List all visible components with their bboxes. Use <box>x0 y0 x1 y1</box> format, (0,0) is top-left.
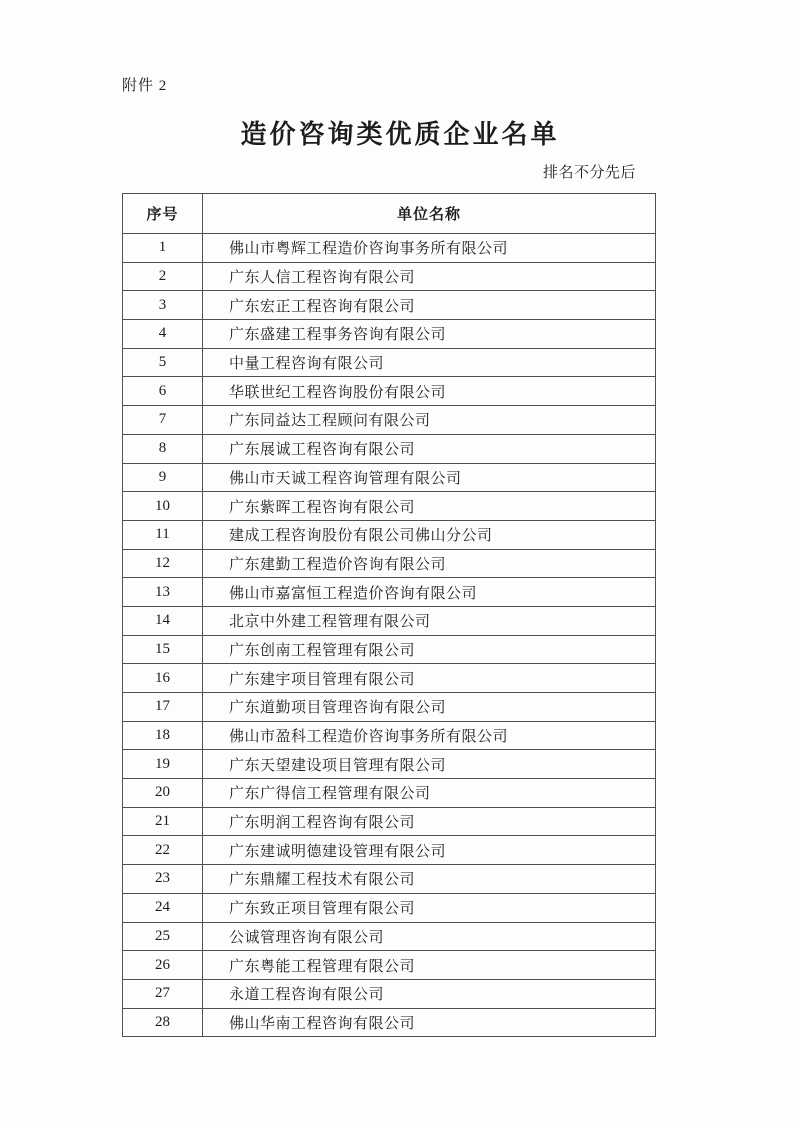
table-row <box>123 291 656 320</box>
row-number: 8 <box>123 434 203 463</box>
company-name: 广东建诚明德建设管理有限公司 <box>203 836 656 865</box>
row-number: 19 <box>123 750 203 779</box>
table-row <box>123 951 656 980</box>
company-name: 广东宏正工程咨询有限公司 <box>203 291 656 320</box>
table-row <box>123 979 656 1008</box>
company-name: 广东建宇项目管理有限公司 <box>203 664 656 693</box>
row-number: 18 <box>123 721 203 750</box>
row-number: 13 <box>123 578 203 607</box>
row-number: 9 <box>123 463 203 492</box>
table-row <box>123 893 656 922</box>
company-name: 广东致正项目管理有限公司 <box>203 893 656 922</box>
row-number: 3 <box>123 291 203 320</box>
company-name: 公诚管理咨询有限公司 <box>203 922 656 951</box>
company-name: 广东粤能工程管理有限公司 <box>203 951 656 980</box>
table-row <box>123 262 656 291</box>
header-name: 单位名称 <box>203 194 656 234</box>
company-name: 建成工程咨询股份有限公司佛山分公司 <box>203 520 656 549</box>
table-row <box>123 406 656 435</box>
table-row <box>123 463 656 492</box>
table-row <box>123 377 656 406</box>
company-name: 中量工程咨询有限公司 <box>203 348 656 377</box>
page-title: 造价咨询类优质企业名单 <box>240 120 560 149</box>
row-number: 14 <box>123 606 203 635</box>
row-number: 7 <box>123 406 203 435</box>
header-index: 序号 <box>123 194 203 234</box>
company-name: 佛山市盈科工程造价咨询事务所有限公司 <box>203 721 656 750</box>
ranking-note: 排名不分先后 <box>542 165 636 181</box>
row-number: 5 <box>123 348 203 377</box>
table-row <box>123 664 656 693</box>
row-number: 21 <box>123 807 203 836</box>
row-number: 17 <box>123 693 203 722</box>
row-number: 6 <box>123 377 203 406</box>
company-name: 广东广得信工程管理有限公司 <box>203 779 656 808</box>
table-header-row <box>123 194 656 234</box>
company-table-body <box>123 234 656 1037</box>
company-name: 广东天望建设项目管理有限公司 <box>203 750 656 779</box>
table-row <box>123 836 656 865</box>
row-number: 11 <box>123 520 203 549</box>
table-row <box>123 578 656 607</box>
table-row <box>123 750 656 779</box>
table-row <box>123 865 656 894</box>
company-name: 华联世纪工程咨询股份有限公司 <box>203 377 656 406</box>
company-name: 广东明润工程咨询有限公司 <box>203 807 656 836</box>
company-name: 广东道勤项目管理咨询有限公司 <box>203 693 656 722</box>
table-row <box>123 606 656 635</box>
table-row <box>123 721 656 750</box>
table-row <box>123 635 656 664</box>
row-number: 20 <box>123 779 203 808</box>
row-number: 1 <box>123 234 203 263</box>
row-number: 4 <box>123 320 203 349</box>
row-number: 22 <box>123 836 203 865</box>
company-name: 佛山市天诚工程咨询管理有限公司 <box>203 463 656 492</box>
row-number: 2 <box>123 262 203 291</box>
table-row <box>123 348 656 377</box>
company-name: 广东展诚工程咨询有限公司 <box>203 434 656 463</box>
company-name: 佛山市嘉富恒工程造价咨询有限公司 <box>203 578 656 607</box>
table-row <box>123 320 656 349</box>
row-number: 10 <box>123 492 203 521</box>
table-row <box>123 234 656 263</box>
row-number: 27 <box>123 979 203 1008</box>
table-row <box>123 549 656 578</box>
table-row <box>123 1008 656 1037</box>
row-number: 12 <box>123 549 203 578</box>
company-name: 佛山市粤辉工程造价咨询事务所有限公司 <box>203 234 656 263</box>
company-name: 广东紫晖工程咨询有限公司 <box>203 492 656 521</box>
table-row <box>123 779 656 808</box>
row-number: 16 <box>123 664 203 693</box>
row-number: 26 <box>123 951 203 980</box>
company-table <box>122 193 656 1037</box>
table-row <box>123 520 656 549</box>
table-row <box>123 693 656 722</box>
row-number: 15 <box>123 635 203 664</box>
company-name: 佛山华南工程咨询有限公司 <box>203 1008 656 1037</box>
attachment-label: 附件 2 <box>122 78 168 94</box>
company-name: 广东创南工程管理有限公司 <box>203 635 656 664</box>
row-number: 25 <box>123 922 203 951</box>
table-row <box>123 434 656 463</box>
company-name: 广东建勤工程造价咨询有限公司 <box>203 549 656 578</box>
company-name: 广东鼎耀工程技术有限公司 <box>203 865 656 894</box>
company-name: 广东盛建工程事务咨询有限公司 <box>203 320 656 349</box>
table-row <box>123 922 656 951</box>
table-row <box>123 492 656 521</box>
row-number: 23 <box>123 865 203 894</box>
company-name: 永道工程咨询有限公司 <box>203 979 656 1008</box>
row-number: 28 <box>123 1008 203 1037</box>
company-name: 广东人信工程咨询有限公司 <box>203 262 656 291</box>
table-row <box>123 807 656 836</box>
company-name: 北京中外建工程管理有限公司 <box>203 606 656 635</box>
company-name: 广东同益达工程顾问有限公司 <box>203 406 656 435</box>
row-number: 24 <box>123 893 203 922</box>
